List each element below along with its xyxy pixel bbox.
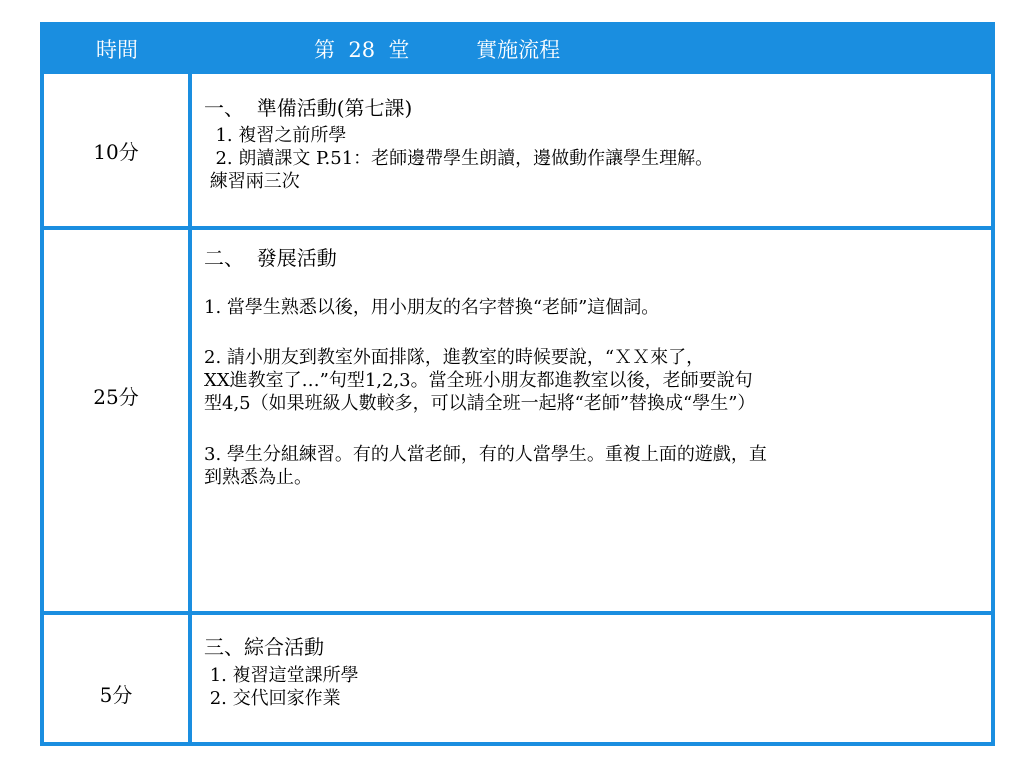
- row-1-time: 10分: [93, 140, 139, 164]
- column-divider: [188, 74, 192, 746]
- row-1-line-1: 1. 複習之前所學: [204, 125, 347, 146]
- header-flow-label: 第 28 堂 實施流程: [314, 38, 561, 62]
- row-1-content: [204, 97, 984, 193]
- table-header: [44, 26, 991, 74]
- row-2-item-2-line-1: 2. 請小朋友到教室外面排隊，進教室的時候要說，“ＸＸ來了，: [204, 347, 705, 368]
- row-2-time: 25分: [93, 385, 139, 409]
- header-time-label: 時間: [96, 38, 138, 62]
- row-divider-2: [44, 611, 991, 615]
- row-divider-1: [44, 226, 991, 230]
- row-2-item-3-line-1: 3. 學生分組練習。有的人當老師，有的人當學生。重複上面的遊戲，直: [204, 444, 767, 465]
- row-2-item-2-line-2: XX進教室了…”句型1,2,3。當全班小朋友都進教室以後，老師要說句: [204, 370, 753, 391]
- row-3-content: [204, 636, 984, 710]
- row-1-line-3: 練習兩三次: [204, 171, 300, 192]
- row-2-item-2-line-3: 型4,5（如果班級人數較多，可以請全班一起將“老師”替換成“學生”）: [204, 393, 756, 414]
- row-3-line-1: 1. 複習這堂課所學: [204, 665, 359, 686]
- row-1-heading: 一、 準備活動(第七課): [204, 96, 413, 120]
- row-2-item-3-line-2: 到熟悉為止。: [204, 467, 312, 488]
- row-2-content: [204, 247, 984, 489]
- row-1-line-2: 2. 朗讀課文 P.51：老師邊帶學生朗讀，邊做動作讓學生理解。: [204, 148, 714, 169]
- row-3-time: 5分: [99, 683, 133, 707]
- row-3-line-2: 2. 交代回家作業: [204, 688, 341, 709]
- lesson-flow-table: [40, 22, 995, 746]
- row-2-item-1-line-1: 1. 當學生熟悉以後，用小朋友的名字替換“老師”這個詞。: [204, 297, 660, 318]
- row-2-heading: 二、 發展活動: [204, 246, 337, 270]
- row-3-heading: 三、綜合活動: [204, 635, 324, 659]
